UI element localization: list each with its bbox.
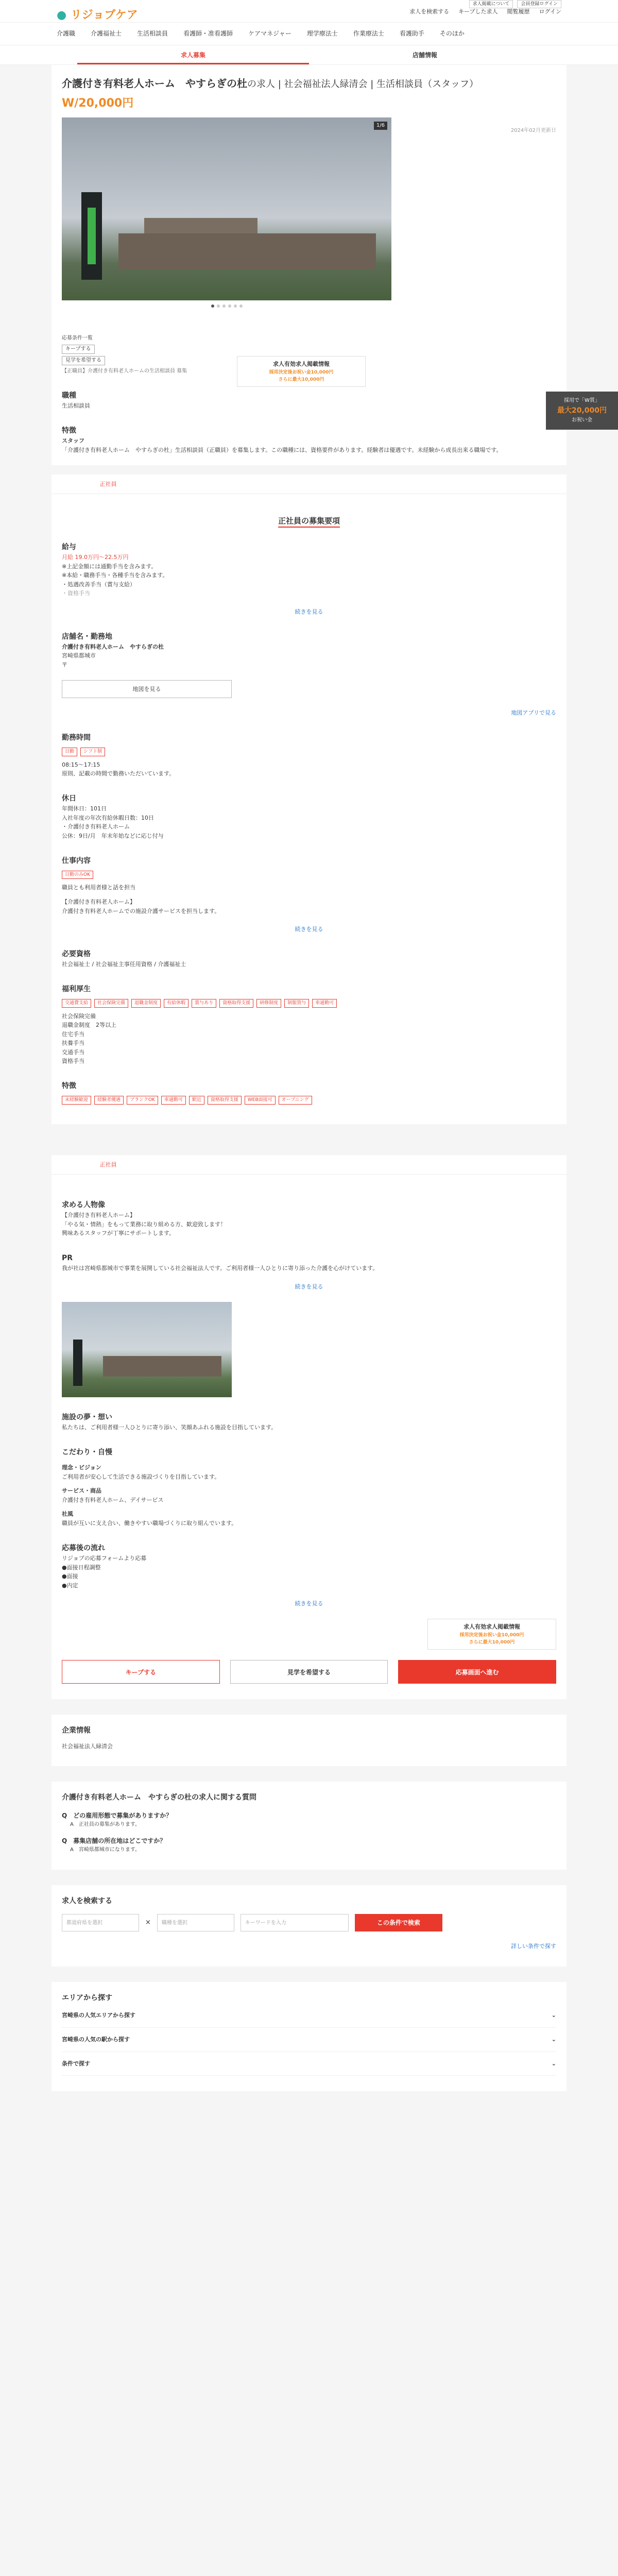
- commit-heading: こだわり・自慢: [62, 1448, 112, 1456]
- welfare-line: 住宅手当: [62, 1030, 84, 1038]
- visit-small-button[interactable]: 見学を希望する: [62, 356, 105, 365]
- store-heading: 店舗名・勤務地: [62, 632, 112, 641]
- cat-6[interactable]: 作業療法士: [353, 29, 384, 37]
- service-heading: サービス・商品: [62, 1487, 101, 1495]
- area-accordion: [62, 2004, 556, 2076]
- feature-heading: 特徴: [62, 1082, 76, 1091]
- tag: 社会保険完備: [94, 999, 128, 1007]
- hours-heading: 勤務時間: [62, 733, 91, 742]
- facility-heading: 施設の夢・想い: [62, 1413, 112, 1421]
- feature-tags: [62, 1096, 556, 1104]
- license-text: 社会福祉士 / 社会福祉主事任用資格 / 介護福祉士: [62, 961, 186, 968]
- detail-search-link[interactable]: 詳しい条件で探す: [511, 1943, 556, 1950]
- facility-photo-2: [62, 1302, 232, 1397]
- category-nav: [0, 23, 618, 45]
- tag: オープニング: [279, 1096, 312, 1104]
- work-tags: [62, 871, 556, 879]
- person-line: 「やる気・情熱」をもって業務に取り組める方、歓迎致します！: [62, 1221, 226, 1228]
- tab-fulltime[interactable]: 正社員: [62, 474, 154, 495]
- job-type-heading: 職種: [62, 391, 76, 400]
- flow-line: ●面接: [62, 1573, 78, 1580]
- job-summary: [52, 65, 566, 465]
- company-culture-heading: 社風: [62, 1511, 73, 1518]
- hours-note: 原則、記載の時間で勤務いただいています。: [62, 770, 175, 777]
- cat-5[interactable]: 理学療法士: [306, 29, 338, 37]
- tag: 資格取得支援: [219, 999, 253, 1007]
- holiday-line: 公休：9日/月 年末年始などに応じ付与: [62, 833, 164, 839]
- work-line: 【介護付き有料老人ホーム】: [62, 898, 135, 905]
- tag: 退職金制度: [131, 999, 161, 1007]
- map-button[interactable]: 地図を見る: [62, 680, 232, 699]
- job-select[interactable]: 職種を選択: [157, 1914, 234, 1931]
- welfare-line: 資格手当: [62, 1058, 84, 1065]
- welfare-line: 交通手当: [62, 1048, 84, 1056]
- cat-1[interactable]: 介護福祉士: [91, 29, 122, 37]
- tag: 有給休暇: [164, 999, 188, 1007]
- cat-4[interactable]: ケアマネジャー: [248, 29, 291, 37]
- welfare-line: 社会保険完備: [62, 1012, 96, 1020]
- recruit-card: [52, 494, 566, 1124]
- chevron-down-icon: ⌄: [551, 2060, 556, 2067]
- tag: 研修制度: [256, 999, 281, 1007]
- flow-line: ●面接日程調整: [62, 1564, 101, 1571]
- features-text: 「介護付き有料老人ホーム やすらぎの杜」生活相談員（正職員）を募集します。この職種には、資格要件があります。経験者は優遇です。未経験から成長出来る職場です。: [62, 446, 502, 453]
- holiday-line: ・介護付き有料老人ホーム: [62, 823, 130, 831]
- tag: 賞与あり: [192, 999, 216, 1007]
- carousel-dots[interactable]: [62, 304, 391, 308]
- salary-more-link[interactable]: 続きを見る: [295, 608, 323, 615]
- tab-store[interactable]: 店舗情報: [412, 52, 437, 59]
- hours-time: 08:15〜17:15: [62, 761, 100, 768]
- work-more-link[interactable]: 続きを見る: [295, 926, 323, 933]
- tag: WEB面接可: [245, 1096, 276, 1104]
- company-heading: 企業情報: [62, 1726, 91, 1735]
- welfare-line: 扶養手当: [62, 1040, 84, 1047]
- flow-line: ●内定: [62, 1582, 78, 1589]
- job-title: 介護付き有料老人ホーム やすらぎの杜の求人 | 社会福祉法人緑清会 | 生活相談員（スタッフ）: [62, 77, 479, 90]
- tag: 資格取得支援: [208, 1096, 242, 1104]
- flow-heading: 応募後の流れ: [62, 1544, 105, 1552]
- section-tabs: [52, 474, 566, 494]
- salary-main: 月給 19.0万円〜22.5万円: [62, 553, 129, 561]
- search-row: [62, 1914, 556, 1931]
- tag: 交通費支給: [62, 999, 91, 1007]
- cat-2[interactable]: 生活相談員: [137, 29, 168, 37]
- faq-question[interactable]: Q どの雇用形態で募集がありますか？: [62, 1811, 173, 1819]
- welfare-heading: 福利厚生: [62, 985, 91, 993]
- work-line: 職員とも利用者様と話を担当: [62, 884, 135, 891]
- search-card: [52, 1885, 566, 1967]
- tag: 経験者優遇: [94, 1096, 124, 1104]
- store-address: 宮崎県都城市: [62, 652, 96, 659]
- tag: 日勤のみOK: [62, 871, 93, 879]
- faq-answer: A 正社員の募集があります。: [70, 1821, 141, 1827]
- tag: シフト制: [80, 748, 105, 756]
- nav-search[interactable]: 求人を検索する: [409, 8, 450, 15]
- facility-text: 私たちは、ご利用者様一人ひとりに寄り添い、笑顔あふれる施設を目指しています。: [62, 1424, 277, 1431]
- holiday-line: 年間休日：101日: [62, 805, 107, 812]
- photo-counter: 1/6: [374, 122, 387, 130]
- top-bar: [0, 0, 618, 23]
- action-buttons: [62, 1660, 556, 1684]
- pr-text: 我が社は宮崎県都城市で事業を展開している社会福祉法人です。ご利用者様一人ひとりに寄り添った介護を心がけています。: [62, 1265, 379, 1272]
- area-item[interactable]: 宮崎県の人気の駅から探す ⌄: [62, 2028, 556, 2052]
- faq-heading: 介護付き有料老人ホーム やすらぎの杜の求人に関する質問: [62, 1793, 256, 1802]
- top-link-login[interactable]: 会員登録ログイン: [517, 0, 561, 8]
- salary-line: ※上記金額には通勤手当を含みます。: [62, 563, 157, 570]
- visit-button[interactable]: 見学を希望する: [230, 1660, 388, 1684]
- area-item[interactable]: 条件で探す ⌄: [62, 2052, 556, 2076]
- store-sub: 〒: [62, 662, 67, 669]
- flow-more-link[interactable]: 続きを見る: [295, 1600, 323, 1607]
- page-tabs: [0, 45, 618, 65]
- person-line: 興味あるスタッフが丁寧にサポートします。: [62, 1230, 175, 1237]
- work-line: 介護付き有料老人ホームでの施設介護サービスを担当します。: [62, 907, 220, 914]
- salary-heading: 給与: [62, 543, 76, 551]
- person-card: [52, 1175, 566, 1699]
- map-app-link[interactable]: 地図アプリで見る: [511, 709, 556, 717]
- tag: 日勤: [62, 748, 77, 756]
- salary-line: ・処遇改善手当（賞与支給）: [62, 581, 135, 588]
- tag: 車通勤可: [312, 999, 337, 1007]
- breadcrumb: 【正職員】介護付き有料老人ホームの生活相談員 募集: [62, 368, 187, 374]
- apply-button[interactable]: 応募画面へ進む: [398, 1660, 556, 1684]
- update-date: 2024年02月更新日: [510, 128, 556, 133]
- keyword-input[interactable]: キーワードを入力: [241, 1914, 349, 1931]
- work-heading: 仕事内容: [62, 856, 91, 865]
- nav-login[interactable]: ログイン: [539, 8, 561, 15]
- tab-fulltime-2[interactable]: 正社員: [62, 1155, 154, 1176]
- chevron-down-icon: ⌄: [551, 2012, 556, 2019]
- bottom-bonus-box: 求人有効求人掲載情報 採用決定後お祝い金10,000円 さらに最大10,000円: [427, 1619, 556, 1650]
- bonus-box: 求人有効求人掲載情報 採用決定後お祝い金10,000円 さらに最大10,000円: [237, 356, 366, 387]
- cat-3[interactable]: 看護師・准看護師: [183, 29, 233, 37]
- floating-bonus-card[interactable]: 採用で「W賞」 最大20,000円 お祝い金: [546, 392, 618, 430]
- vision-text: ご利用者が安心して生活できる施設づくりを目指しています。: [62, 1473, 220, 1480]
- flow-line: リジョブの応募フォームより応募: [62, 1554, 147, 1562]
- tag: 車通勤可: [161, 1096, 186, 1104]
- holiday-heading: 休日: [62, 794, 76, 803]
- search-heading: 求人を検索する: [62, 1897, 112, 1906]
- nav-keep[interactable]: キープした求人: [458, 8, 498, 15]
- faq-card: [52, 1782, 566, 1870]
- company-card: [52, 1715, 566, 1766]
- facility-photo[interactable]: [62, 117, 391, 300]
- person-line: 【介護付き有料老人ホーム】: [62, 1212, 135, 1219]
- cross-icon: ×: [145, 1919, 151, 1927]
- salary-line: ※本給・職務手当・各種手当を含みます。: [62, 572, 168, 579]
- site-logo[interactable]: ● リジョブケア: [57, 9, 138, 22]
- keep-button[interactable]: キープする: [62, 1660, 220, 1684]
- hours-tags: [62, 748, 556, 756]
- faq-answer: A 宮崎県都城市になります。: [70, 1847, 141, 1853]
- store-name: 介護付き有料老人ホーム やすらぎの杜: [62, 643, 164, 650]
- area-heading: エリアから探す: [62, 1994, 112, 2003]
- salary-line: ・資格手当: [62, 590, 90, 597]
- area-card: [52, 1982, 566, 2091]
- bonus-amount: W/20,000円: [62, 96, 134, 110]
- service-text: 介護付き有料老人ホーム、デイサービス: [62, 1496, 164, 1503]
- cat-7[interactable]: 看護助手: [399, 29, 424, 37]
- nav-history[interactable]: 閲覧履歴: [507, 8, 530, 15]
- apply-conditions-link[interactable]: 応募条件一覧: [62, 335, 93, 341]
- top-link-post[interactable]: 求人掲載について: [469, 0, 513, 8]
- tag: ブランクOK: [127, 1096, 158, 1104]
- person-heading: 求める人物像: [62, 1200, 105, 1209]
- chevron-down-icon: ⌄: [551, 2036, 556, 2043]
- license-heading: 必要資格: [62, 950, 91, 958]
- welfare-tags: [62, 999, 556, 1007]
- area-item[interactable]: 宮崎県の人気エリアから探す ⌄: [62, 2004, 556, 2028]
- holiday-line: 入社年度の年次有給休暇日数：10日: [62, 814, 154, 821]
- cat-8[interactable]: そのほか: [439, 29, 465, 37]
- top-nav: [409, 7, 561, 16]
- tab-recruit[interactable]: 求人募集: [77, 45, 309, 64]
- pr-heading: PR: [62, 1254, 73, 1263]
- pr-more-link[interactable]: 続きを見る: [295, 1283, 323, 1291]
- tag: 駅近: [189, 1096, 204, 1104]
- section-tabs-2: [52, 1155, 566, 1175]
- welfare-line: 退職金制度 2等以上: [62, 1022, 116, 1029]
- cat-0[interactable]: 介護職: [57, 29, 76, 37]
- features-label: スタッフ: [62, 437, 84, 445]
- keep-small-button[interactable]: キープする: [62, 345, 95, 354]
- features-heading: 特徴: [62, 426, 76, 435]
- recruit-title: 正社員の募集要項: [62, 515, 556, 527]
- faq-question[interactable]: Q 募集店舗の所在地はどこですか？: [62, 1837, 166, 1844]
- vision-heading: 理念・ビジョン: [62, 1464, 101, 1471]
- tag: 制服貸与: [284, 999, 309, 1007]
- tag: 未経験歓迎: [62, 1096, 91, 1104]
- company-culture-text: 職員が互いに支え合い、働きやすい職場づくりに取り組んでいます。: [62, 1519, 237, 1527]
- area-select[interactable]: 都道府県を選択: [62, 1914, 139, 1931]
- search-button[interactable]: この条件で検索: [355, 1914, 442, 1931]
- job-type-value: 生活相談員: [62, 402, 90, 410]
- company-name: 社会福祉法人緑清会: [62, 1742, 113, 1750]
